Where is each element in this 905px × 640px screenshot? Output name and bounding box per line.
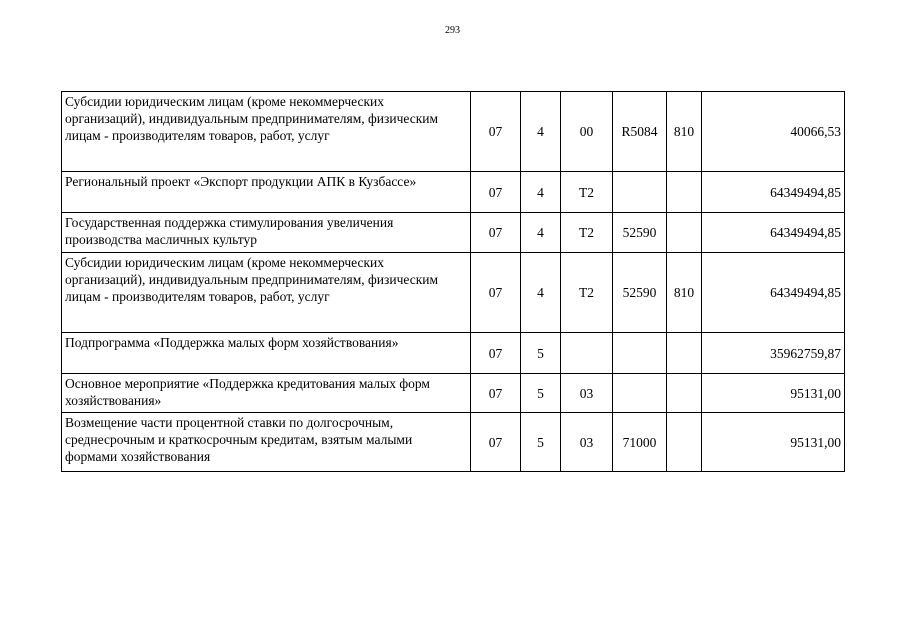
subsection-code: 5 [521, 374, 561, 413]
amount: 64349494,85 [702, 172, 845, 213]
expense-type-code: 810 [667, 92, 702, 172]
section-code: 07 [471, 333, 521, 374]
table-row [62, 213, 845, 253]
main-event-code [561, 333, 613, 374]
direction-code: 52590 [613, 253, 667, 333]
direction-code [613, 172, 667, 213]
direction-code: 71000 [613, 413, 667, 472]
expense-type-code [667, 172, 702, 213]
main-event-code: Т2 [561, 213, 613, 253]
table-row [62, 374, 845, 413]
amount: 40066,53 [702, 92, 845, 172]
amount: 95131,00 [702, 413, 845, 472]
row-name: Возмещение части процентной ставки по долгосрочным, среднесрочным и краткосрочным кредитам, взятым малыми формами хозяйствования [62, 413, 471, 472]
page-number: 293 [445, 25, 460, 36]
section-code: 07 [471, 413, 521, 472]
section-code: 07 [471, 253, 521, 333]
main-event-code: 03 [561, 413, 613, 472]
amount: 35962759,87 [702, 333, 845, 374]
subsection-code: 5 [521, 413, 561, 472]
amount: 64349494,85 [702, 253, 845, 333]
direction-code [613, 374, 667, 413]
table-row [62, 253, 845, 333]
amount: 95131,00 [702, 374, 845, 413]
subsection-code: 4 [521, 213, 561, 253]
direction-code [613, 333, 667, 374]
expense-type-code [667, 413, 702, 472]
section-code: 07 [471, 172, 521, 213]
row-name: Региональный проект «Экспорт продукции АПК в Кузбассе» [62, 172, 471, 213]
main-event-code: 03 [561, 374, 613, 413]
table-row [62, 333, 845, 374]
budget-table [61, 91, 845, 472]
row-name: Государственная поддержка стимулирования увеличения производства масличных культур [62, 213, 471, 253]
main-event-code: 00 [561, 92, 613, 172]
table-row [62, 413, 845, 472]
row-name: Подпрограмма «Поддержка малых форм хозяйствования» [62, 333, 471, 374]
main-event-code: Т2 [561, 253, 613, 333]
direction-code: 52590 [613, 213, 667, 253]
expense-type-code [667, 213, 702, 253]
row-name: Субсидии юридическим лицам (кроме некоммерческих организаций), индивидуальным предпринимателям, физическим лицам - производителям товаров, работ, услуг [62, 253, 471, 333]
subsection-code: 4 [521, 253, 561, 333]
row-name: Субсидии юридическим лицам (кроме некоммерческих организаций), индивидуальным предпринимателям, физическим лицам - производителям товаров, работ, услуг [62, 92, 471, 172]
section-code: 07 [471, 213, 521, 253]
main-event-code: Т2 [561, 172, 613, 213]
section-code: 07 [471, 92, 521, 172]
amount: 64349494,85 [702, 213, 845, 253]
row-name: Основное мероприятие «Поддержка кредитования малых форм хозяйствования» [62, 374, 471, 413]
subsection-code: 4 [521, 172, 561, 213]
expense-type-code [667, 374, 702, 413]
subsection-code: 5 [521, 333, 561, 374]
expense-type-code [667, 333, 702, 374]
direction-code: R5084 [613, 92, 667, 172]
section-code: 07 [471, 374, 521, 413]
expense-type-code: 810 [667, 253, 702, 333]
table-row [62, 92, 845, 172]
table-row [62, 172, 845, 213]
subsection-code: 4 [521, 92, 561, 172]
